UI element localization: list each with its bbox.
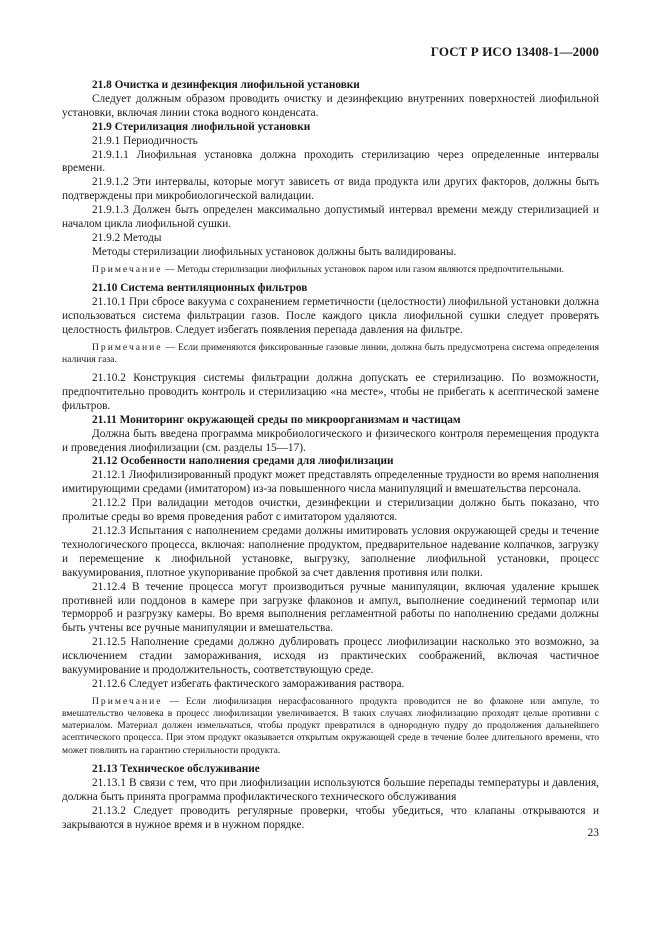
document-body <box>62 79 599 832</box>
paragraph: 21.12.3 Испытания с наполнением средами должны имитировать условия окружающей среды и течение технологического процесса, включая: наполнение продуктом, предварительное надевание колпачков, загрузку и перемещение к лиофильной установке, выгрузку, заполнение лиофильной установки, процесс вакуумирования, плотное укупоривание пробкой за счет давления противня или полки. <box>62 524 599 579</box>
document-header: ГОСТ Р ИСО 13408-1—2000 <box>430 44 599 59</box>
section-heading: 21.10 Система вентиляционных фильтров <box>92 281 308 294</box>
note-label: Примечание <box>92 695 163 707</box>
paragraph: 21.12.1 Лиофилизированный продукт может представлять определенные трудности во время наполнения имитирующими средами (имитатором) из-за повышенного числа манипуляций и вмешательства персонала. <box>62 469 600 496</box>
paragraph: 21.10.1 При сбросе вакуума с сохранением герметичности (целостности) лиофильной установки должна использоваться система фильтрации газов. После каждого цикла лиофильной сушки следует проверять целостность фильтров. Следует избегать появления перепада давления на фильтре. <box>62 295 599 336</box>
paragraph: 21.9.1 Периодичность <box>92 134 198 147</box>
paragraph: 21.13.2 Следует проводить регулярные проверки, чтобы убедиться, что клапаны открываются и закрываются в нужное время и в нужном порядке. <box>62 804 599 831</box>
note <box>62 342 599 366</box>
paragraph: 21.9.1.1 Лиофильная установка должна проходить стерилизацию через определенные интервалы времени. <box>62 148 599 175</box>
note-label: Примечание <box>92 341 163 353</box>
page-number: 23 <box>587 827 599 839</box>
note-label: Примечание <box>92 263 163 275</box>
note <box>62 264 599 276</box>
paragraph: 21.9.1.3 Должен быть определен максимально допустимый интервал времени между стерилизацией и началом цикла лиофильной сушки. <box>62 204 599 231</box>
note-text: — Если лиофилизация нерасфасованного продукта проводится не во флаконе или ампуле, то вмешательство человека в процесс лиофилизации увеличивается. В таких случаях лиофилизацию проходят целые противни с материалом. Материал должен измельчаться, чтобы продукт превратился в однородную пудру до продолжения дальнейшего асептического процесса. При этом продукт оказывается открытым окружающей среде в течение более длительного времени, что может повлиять на гарантию стерильности продукта. <box>62 695 599 756</box>
paragraph: 21.12.6 Следует избегать фактического замораживания раствора. <box>92 677 405 690</box>
note <box>62 696 599 757</box>
paragraph: Следует должным образом проводить очистку и дезинфекцию внутренних поверхностей лиофильной установки, включая линии стока водного конденсата. <box>62 92 599 119</box>
paragraph: Должна быть введена программа микробиологического и физического контроля перемещения продукта и проведения лиофилизации (см. разделы 15—17). <box>62 427 599 454</box>
paragraph: 21.12.5 Наполнение средами должно дублировать процесс лиофилизации насколько это возможно, за исключением стадии замораживания, исходя из практических соображений, включая частичное вакуумирование и продолжительность, соответствующую среде. <box>62 636 599 677</box>
section-heading: 21.8 Очистка и дезинфекция лиофильной установки <box>92 79 360 91</box>
paragraph: 21.9.1.2 Эти интервалы, которые могут зависеть от вида продукта или других факторов, должны быть подтверждены при микробиологической валидации. <box>62 176 599 203</box>
section-heading: 21.11 Мониторинг окружающей среды по микроорганизмам и частицам <box>92 413 461 426</box>
note-text: — Если применяются фиксированные газовые линии, должна быть предусмотрена система определения наличия газа. <box>62 341 599 365</box>
section-heading: 21.9 Стерилизация лиофильной установки <box>92 120 311 133</box>
paragraph: 21.13.1 В связи с тем, что при лиофилизации используются большие перепады температуры и давления, должна быть принята программа профилактического технического обслуживания <box>62 776 599 803</box>
paragraph: 21.9.2 Методы <box>92 231 162 244</box>
section-heading: 21.12 Особенности наполнения средами для лиофилизации <box>92 455 394 468</box>
note-text: — Методы стерилизации лиофильных установок паром или газом являются предпочтительными. <box>162 263 564 275</box>
paragraph: Методы стерилизации лиофильных установок должны быть валидированы. <box>92 245 457 258</box>
paragraph: 21.12.2 При валидации методов очистки, дезинфекции и стерилизации должно быть показано, что пролитые среды во время проведения работ с имитатором удаляются. <box>62 497 599 524</box>
paragraph: 21.10.2 Конструкция системы фильтрации должна допускать ее стерилизацию. По возможности, предпочтительно проводить контроль и стерилизацию «на месте», чтобы не прибегать к асептической замене фильтров. <box>62 372 599 412</box>
paragraph: 21.12.4 В течение процесса могут производиться ручные манипуляции, включая удаление крышек противней или поддонов в камере при загрузке флаконов и ампул, выполнение соединений термопар или терморроб и разгрузку камеры. Во время выполнения регламентной работы по наполнению средами должны быть учтены все ручные манипуляции и вмешательства. <box>62 580 599 635</box>
section-heading: 21.13 Техническое обслуживание <box>92 762 260 775</box>
